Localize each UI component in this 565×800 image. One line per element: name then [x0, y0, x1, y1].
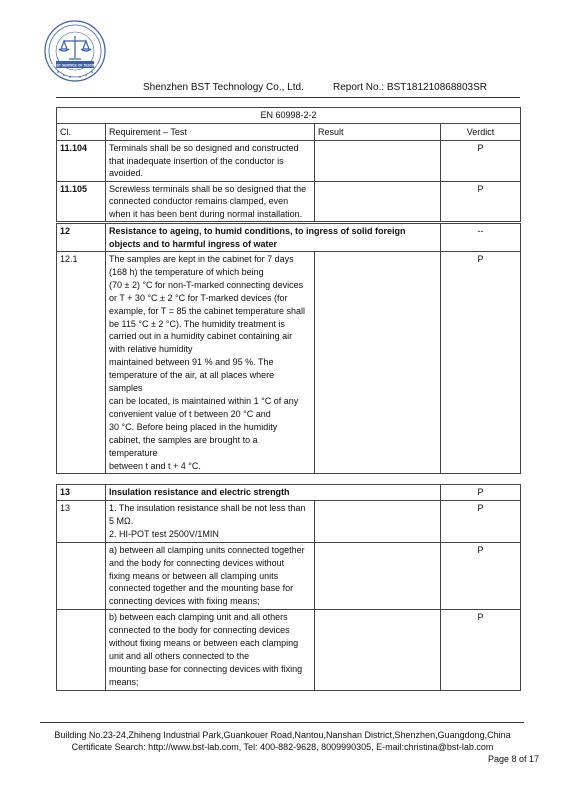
requirement-line: between t and t + 4 °C.: [109, 460, 201, 471]
requirement-line: and the body for connecting devices without: [109, 557, 285, 568]
clauses-table-12: [56, 223, 521, 474]
verdict-cell: P: [441, 501, 521, 543]
requirement-line: (70 ± 2) °C for non-T-marked connecting devices: [109, 279, 304, 290]
requirement-line: cabinet, the samples are brought to a: [109, 434, 258, 445]
requirement-text: [106, 252, 315, 474]
requirement-text: Screwless terminals shall be so designed that the connected conductor remains clamped, even when it has been bent during normal installation.: [106, 181, 315, 222]
requirement-line: maintained between 91 % and 95 %. The: [109, 357, 274, 368]
column-header-result: Result: [315, 124, 441, 141]
bst-logo: [44, 20, 106, 82]
clause-number: 11.104: [57, 141, 106, 182]
requirement-line: or T + 30 °C ± 2 °C for T-marked devices (for: [109, 292, 288, 303]
requirement-line: connected to the body for connecting devices: [109, 625, 290, 636]
requirement-line: connected together and the mounting base for: [109, 583, 294, 594]
footer-divider: [40, 722, 524, 723]
verdict-cell: P: [441, 252, 521, 474]
requirement-line: unit and all others connected to the: [109, 650, 250, 661]
requirement-text: [106, 501, 315, 543]
standard-title: EN 60998-2-2: [57, 108, 521, 124]
table-row: [57, 610, 521, 690]
section-title: Insulation resistance and electric strength: [106, 485, 441, 501]
requirement-line: temperature: [109, 447, 158, 458]
clause-number: [57, 542, 106, 610]
requirement-line: 1. The insulation resistance shall be not less than: [109, 503, 306, 513]
header-divider: [56, 97, 520, 98]
page-number: Page 8 of 17: [487, 754, 539, 764]
result-cell: [315, 542, 441, 610]
requirement-line: means;: [109, 676, 139, 687]
requirement-line: (168 h) the temperature of which being: [109, 266, 264, 277]
requirement-line: convenient value of t between 20 °C and: [109, 408, 271, 419]
section-number: 13: [57, 485, 106, 501]
column-header-clause: Cl.: [57, 124, 106, 141]
requirement-line: with relative humidity: [109, 344, 193, 355]
verdict-cell: P: [441, 181, 521, 222]
table-row: [57, 501, 521, 543]
requirement-line: carried out in a humidity cabinet containing air: [109, 331, 293, 342]
table-row: [57, 141, 521, 182]
requirement-line: a) between all clamping units connected together: [109, 544, 305, 555]
requirement-line: 30 °C. Before being placed in the humidity: [109, 421, 278, 432]
verdict-cell: P: [441, 542, 521, 610]
section-row: [57, 485, 521, 501]
verdict-cell: P: [441, 485, 521, 501]
section-number: 12: [57, 224, 106, 252]
table-row: [57, 542, 521, 610]
requirement-line: connecting devices with fixing means;: [109, 596, 260, 607]
requirement-line: 5 MΩ.: [109, 515, 134, 526]
section-row: [57, 224, 521, 252]
footer-address: Building No.23-24,Zhiheng Industrial Park,Guankouer Road,Nantou,Nanshan District,Shenzhen,Guangdong,China: [54, 730, 511, 740]
result-cell: [315, 501, 441, 543]
clause-number: 11.105: [57, 181, 106, 222]
report-number: Report No.: BST181210868803SR: [333, 82, 487, 93]
requirement-line: be 115 °C ± 2 °C). The humidity treatment is: [109, 318, 285, 329]
requirement-line: samples: [109, 383, 143, 394]
requirement-line: 2. HI-POT test 2500V/1MIN: [109, 528, 219, 539]
requirement-line: mounting base for connecting devices with fixing: [109, 663, 303, 674]
clauses-table-13: [56, 484, 521, 691]
requirement-line: temperature of the air, at all places where: [109, 370, 275, 381]
logo-text: BEST SERVICE OF TESTING: [51, 63, 99, 68]
requirement-line: example, for T = 85 the cabinet temperature shall: [109, 305, 306, 316]
requirement-text: [106, 610, 315, 690]
result-cell: [315, 141, 441, 182]
table-row: [57, 181, 521, 222]
requirement-line: without fixing means or between each clamping: [109, 638, 299, 649]
verdict-cell: P: [441, 610, 521, 690]
column-header-requirement: Requirement – Test: [106, 124, 315, 141]
verdict-cell: P: [441, 141, 521, 182]
clause-number: 13: [57, 501, 106, 543]
section-title: Resistance to ageing, to humid conditions, to ingress of solid foreign objects and to harmful ingress of water: [106, 224, 441, 252]
result-cell: [315, 610, 441, 690]
requirement-text: [106, 542, 315, 610]
verdict-cell: --: [441, 224, 521, 252]
clause-number: 12.1: [57, 252, 106, 474]
column-header-verdict: Verdict: [441, 124, 521, 141]
requirement-line: b) between each clamping unit and all others: [109, 612, 288, 623]
requirement-line: fixing means or between all clamping units: [109, 570, 279, 581]
balance-scale-icon: [59, 36, 91, 59]
company-name: Shenzhen BST Technology Co., Ltd.: [143, 82, 304, 93]
requirement-line: can be located, is maintained within 1 °C of any: [109, 395, 299, 406]
requirement-text: Terminals shall be so designed and constructed that inadequate insertion of the conductor is avoided.: [106, 141, 315, 182]
clauses-table-11: [56, 107, 521, 222]
table-row: [57, 252, 521, 474]
result-cell: [315, 252, 441, 474]
clause-number: [57, 610, 106, 690]
footer-certificate: Certificate Search: http://www.bst-lab.com, Tel: 400-882-9628, 8009990305, E-mail:christina@bst-lab.com: [71, 742, 494, 752]
requirement-line: The samples are kept in the cabinet for 7 days: [109, 254, 294, 264]
result-cell: [315, 181, 441, 222]
